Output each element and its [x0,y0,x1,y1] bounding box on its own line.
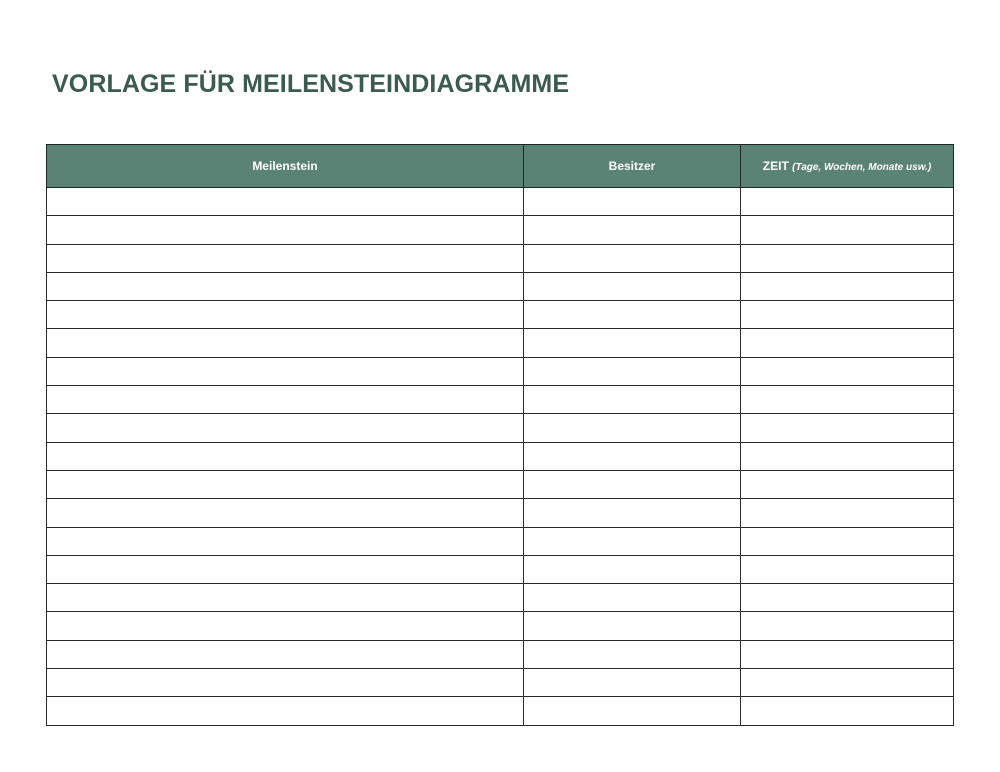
milestone-cell[interactable] [47,527,524,555]
table-row [47,244,954,272]
milestone-cell[interactable] [47,499,524,527]
milestone-cell[interactable] [47,555,524,583]
table-row [47,272,954,300]
table-row [47,499,954,527]
time-cell[interactable] [741,301,954,329]
table-row [47,188,954,216]
milestone-table [46,144,954,726]
table-row [47,527,954,555]
table-row [47,386,954,414]
owner-cell[interactable] [524,301,741,329]
owner-cell[interactable] [524,669,741,697]
owner-cell[interactable] [524,414,741,442]
time-cell[interactable] [741,697,954,725]
time-cell[interactable] [741,357,954,385]
time-cell[interactable] [741,470,954,498]
header-time [741,145,954,188]
milestone-cell[interactable] [47,329,524,357]
table-row [47,584,954,612]
time-cell[interactable] [741,188,954,216]
owner-cell[interactable] [524,244,741,272]
owner-cell[interactable] [524,640,741,668]
milestone-cell[interactable] [47,669,524,697]
milestone-cell[interactable] [47,414,524,442]
time-cell[interactable] [741,414,954,442]
table-row [47,640,954,668]
time-cell[interactable] [741,442,954,470]
table-header-row [47,145,954,188]
table-body [47,188,954,726]
time-cell[interactable] [741,669,954,697]
owner-cell[interactable] [524,357,741,385]
table-row [47,442,954,470]
owner-cell[interactable] [524,555,741,583]
milestone-cell[interactable] [47,584,524,612]
time-cell[interactable] [741,244,954,272]
header-note: (Tage, Wochen, Monate usw.) [792,162,932,173]
owner-cell[interactable] [524,272,741,300]
milestone-cell[interactable] [47,357,524,385]
owner-cell[interactable] [524,612,741,640]
milestone-cell[interactable] [47,244,524,272]
time-cell[interactable] [741,216,954,244]
header-label: Besitzer [608,159,656,173]
milestone-cell[interactable] [47,640,524,668]
time-cell[interactable] [741,555,954,583]
table-row [47,414,954,442]
milestone-cell[interactable] [47,272,524,300]
table-row [47,669,954,697]
milestone-cell[interactable] [47,612,524,640]
header-label: Meilenstein [252,159,318,173]
time-cell[interactable] [741,329,954,357]
table-row [47,697,954,725]
owner-cell[interactable] [524,442,741,470]
time-cell[interactable] [741,612,954,640]
milestone-cell[interactable] [47,470,524,498]
owner-cell[interactable] [524,188,741,216]
table-row [47,329,954,357]
milestone-cell[interactable] [47,386,524,414]
table-row [47,470,954,498]
time-cell[interactable] [741,640,954,668]
owner-cell[interactable] [524,329,741,357]
milestone-cell[interactable] [47,442,524,470]
header-owner [524,145,741,188]
owner-cell[interactable] [524,527,741,555]
time-cell[interactable] [741,386,954,414]
table-row [47,301,954,329]
milestone-cell[interactable] [47,216,524,244]
milestone-cell[interactable] [47,301,524,329]
owner-cell[interactable] [524,584,741,612]
table-row [47,555,954,583]
owner-cell[interactable] [524,386,741,414]
owner-cell[interactable] [524,216,741,244]
header-milestone [47,145,524,188]
time-cell[interactable] [741,584,954,612]
milestone-cell[interactable] [47,188,524,216]
milestone-cell[interactable] [47,697,524,725]
table-row [47,216,954,244]
table-row [47,357,954,385]
owner-cell[interactable] [524,470,741,498]
time-cell[interactable] [741,499,954,527]
time-cell[interactable] [741,272,954,300]
time-cell[interactable] [741,527,954,555]
owner-cell[interactable] [524,697,741,725]
header-label: ZEIT [762,159,789,173]
owner-cell[interactable] [524,499,741,527]
page-title: VORLAGE FÜR MEILENSTEINDIAGRAMME [52,70,570,98]
table-row [47,612,954,640]
